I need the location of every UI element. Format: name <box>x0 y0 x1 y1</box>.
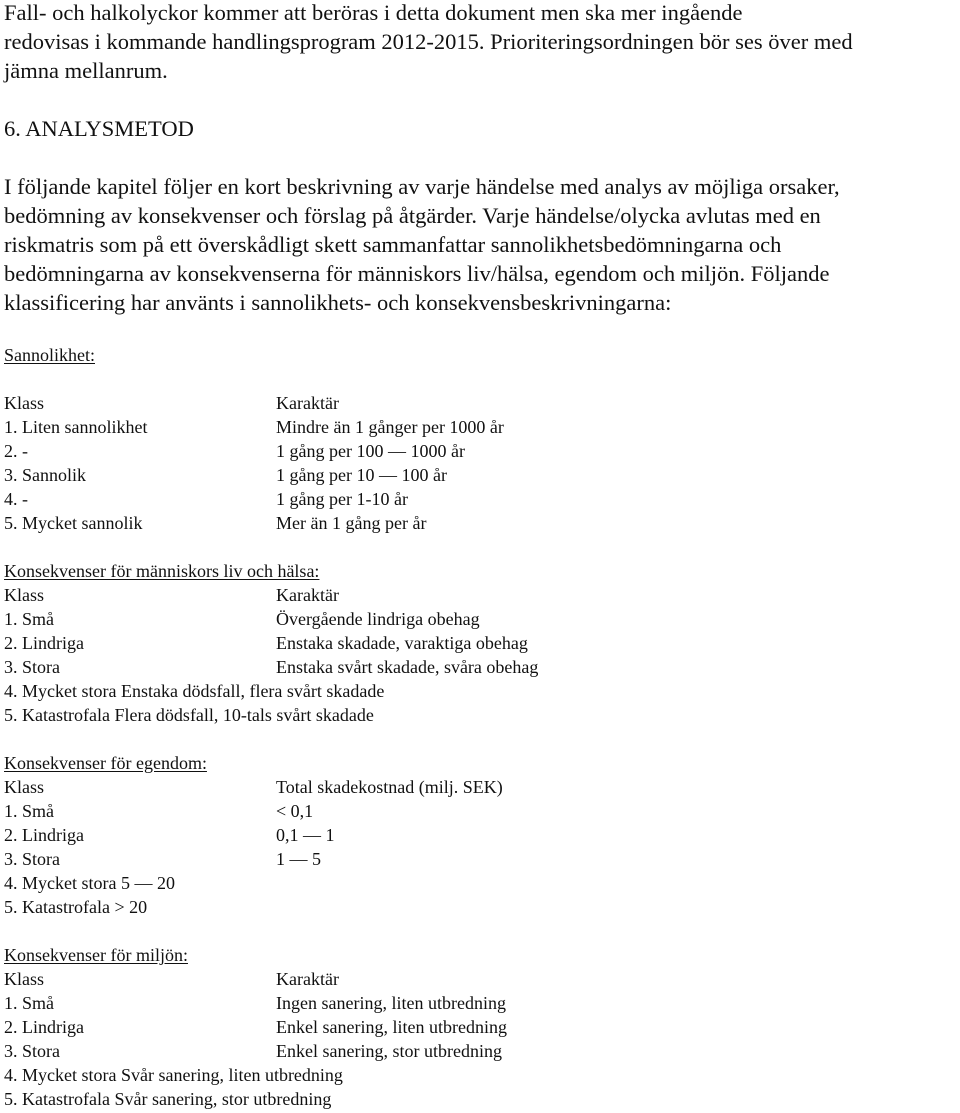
property-header-row <box>4 776 944 799</box>
probability-header-row <box>4 392 944 415</box>
table-row <box>4 824 944 847</box>
table-row <box>4 1088 944 1111</box>
row-class: 1. Små <box>4 993 55 1013</box>
row-desc: 1 — 5 <box>276 849 321 869</box>
body-line-3: riskmatris som på ett överskådligt skett sammanfattar sannolikhetsbedömningarna och <box>4 232 782 257</box>
row-desc: Enstaka skadade, varaktiga obehag <box>276 633 528 653</box>
row-class: 3. Stora <box>4 1041 60 1061</box>
table-row <box>4 512 944 535</box>
row-class: 2. Lindriga <box>4 633 84 653</box>
row-class: 1. Små <box>4 609 55 629</box>
property-header-class: Klass <box>4 777 44 797</box>
probability-title: Sannolikhet: <box>4 345 95 365</box>
intro-line-3: jämna mellanrum. <box>4 58 168 83</box>
environment-header-row <box>4 968 944 991</box>
body-line-1: I följande kapitel följer en kort beskrivning av varje händelse med analys av möjliga orsaker, <box>4 174 840 199</box>
row-class: 5. Mycket sannolik <box>4 513 143 533</box>
row-desc: Enkel sanering, liten utbredning <box>276 1017 507 1037</box>
table-row <box>4 440 944 463</box>
row-text: 4. Mycket stora 5 — 20 <box>4 873 175 893</box>
row-class: 1. Liten sannolikhet <box>4 417 148 437</box>
row-desc: Mindre än 1 gånger per 1000 år <box>276 417 504 437</box>
table-row <box>4 800 944 823</box>
environment-header-desc: Karaktär <box>276 969 339 989</box>
document-page <box>4 0 956 1113</box>
section-heading: 6. ANALYSMETOD <box>4 116 194 141</box>
row-class: 3. Sannolik <box>4 465 87 485</box>
body-line-4: bedömningarna av konsekvenserna för människors liv/hälsa, egendom och miljön. Följande <box>4 261 830 286</box>
property-title: Konsekvenser för egendom: <box>4 753 207 773</box>
row-desc: 1 gång per 10 — 100 år <box>276 465 447 485</box>
row-class: 1. Små <box>4 801 55 821</box>
row-text: 5. Katastrofala Flera dödsfall, 10-tals svårt skadade <box>4 705 374 725</box>
table-row <box>4 1016 944 1039</box>
row-class: 2. Lindriga <box>4 1017 84 1037</box>
intro-line-1: Fall- och halkolyckor kommer att beröras i detta dokument men ska mer ingående <box>4 0 743 25</box>
table-row <box>4 464 944 487</box>
health-header-row <box>4 584 944 607</box>
table-row <box>4 632 944 655</box>
table-row <box>4 488 944 511</box>
probability-header-class: Klass <box>4 393 44 413</box>
health-header-class: Klass <box>4 585 44 605</box>
body-line-2: bedömning av konsekvenser och förslag på åtgärder. Varje händelse/olycka avlutas med en <box>4 203 821 228</box>
intro-line-2: redovisas i kommande handlingsprogram 2012-2015. Prioriteringsordningen bör ses över med <box>4 29 853 54</box>
row-class: 3. Stora <box>4 657 60 677</box>
row-class: 2. Lindriga <box>4 825 84 845</box>
table-row <box>4 872 944 895</box>
environment-title: Konsekvenser för miljön: <box>4 945 188 965</box>
row-desc: < 0,1 <box>276 801 314 821</box>
health-title: Konsekvenser för människors liv och hälsa: <box>4 561 320 581</box>
row-desc: 1 gång per 100 — 1000 år <box>276 441 465 461</box>
row-desc: Ingen sanering, liten utbredning <box>276 993 506 1013</box>
row-desc: Övergående lindriga obehag <box>276 609 480 629</box>
table-row <box>4 1064 944 1087</box>
table-row <box>4 896 944 919</box>
body-line-5: klassificering har använts i sannolikhets- och konsekvensbeskrivningarna: <box>4 290 672 315</box>
row-text: 4. Mycket stora Enstaka dödsfall, flera svårt skadade <box>4 681 385 701</box>
row-text: 5. Katastrofala > 20 <box>4 897 148 917</box>
probability-header-desc: Karaktär <box>276 393 339 413</box>
table-row <box>4 608 944 631</box>
row-desc: 0,1 — 1 <box>276 825 335 845</box>
environment-header-class: Klass <box>4 969 44 989</box>
table-row <box>4 1040 944 1063</box>
row-text: 4. Mycket stora Svår sanering, liten utbredning <box>4 1065 343 1085</box>
row-desc: Mer än 1 gång per år <box>276 513 427 533</box>
table-row <box>4 656 944 679</box>
row-class: 3. Stora <box>4 849 60 869</box>
property-header-desc: Total skadekostnad (milj. SEK) <box>276 777 503 797</box>
row-class: 4. - <box>4 489 28 509</box>
health-header-desc: Karaktär <box>276 585 339 605</box>
table-row <box>4 680 944 703</box>
row-desc: Enstaka svårt skadade, svåra obehag <box>276 657 539 677</box>
table-row <box>4 848 944 871</box>
table-row <box>4 992 944 1015</box>
table-row <box>4 416 944 439</box>
row-desc: Enkel sanering, stor utbredning <box>276 1041 502 1061</box>
row-text: 5. Katastrofala Svår sanering, stor utbredning <box>4 1089 332 1109</box>
row-desc: 1 gång per 1-10 år <box>276 489 408 509</box>
table-row <box>4 704 944 727</box>
row-class: 2. - <box>4 441 28 461</box>
